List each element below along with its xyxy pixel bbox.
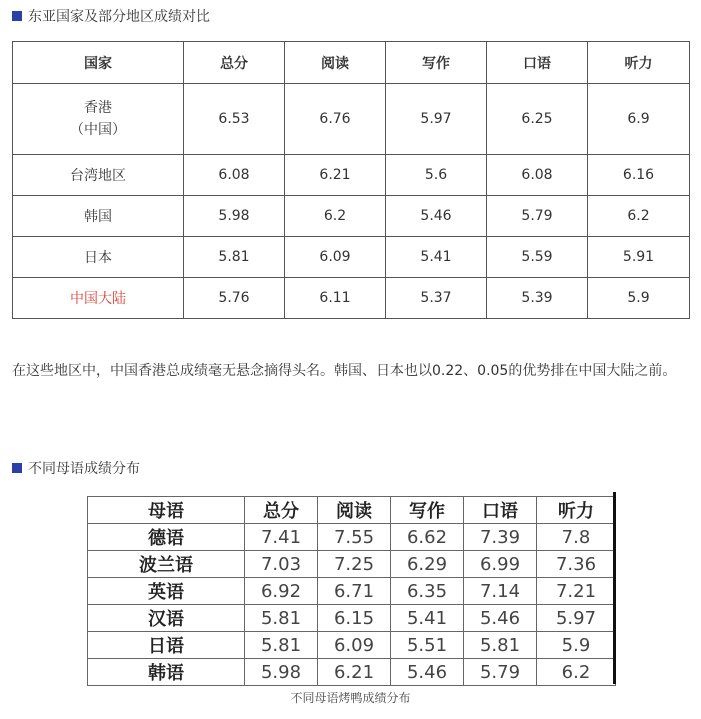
language-cell: 韩语 bbox=[88, 659, 245, 686]
header-cell: 听力 bbox=[537, 497, 616, 524]
header-cell: 阅读 bbox=[285, 42, 386, 84]
square-bullet-icon bbox=[12, 11, 22, 21]
table-caption: 不同母语烤鸭成绩分布 bbox=[290, 691, 411, 705]
analysis-paragraph: 在这些地区中，中国香港总成绩毫无悬念摘得头名。韩国、日本也以0.22、0.05的优势排在中国大陆之前。 bbox=[12, 363, 677, 379]
region-note: （中国） bbox=[70, 122, 126, 138]
section-title-native-language bbox=[12, 459, 140, 477]
table-row bbox=[13, 155, 690, 196]
score-cell: 7.21 bbox=[537, 578, 616, 605]
table-row bbox=[13, 237, 690, 278]
score-cell: 5.51 bbox=[391, 632, 464, 659]
score-cell: 6.35 bbox=[391, 578, 464, 605]
region-cell bbox=[13, 84, 184, 155]
score-cell: 5.59 bbox=[487, 237, 588, 278]
score-cell: 6.99 bbox=[464, 551, 537, 578]
score-cell: 6.15 bbox=[318, 605, 391, 632]
score-cell: 5.46 bbox=[391, 659, 464, 686]
score-cell: 7.25 bbox=[318, 551, 391, 578]
score-cell: 5.37 bbox=[386, 278, 487, 319]
language-cell: 汉语 bbox=[88, 605, 245, 632]
score-cell: 7.55 bbox=[318, 524, 391, 551]
score-cell: 6.76 bbox=[285, 84, 386, 155]
region-cell: 台湾地区 bbox=[13, 155, 184, 196]
table-row bbox=[88, 578, 616, 605]
score-cell: 5.81 bbox=[184, 237, 285, 278]
score-cell: 5.98 bbox=[245, 659, 318, 686]
score-cell: 6.62 bbox=[391, 524, 464, 551]
east-asia-score-table bbox=[12, 41, 690, 319]
table-row bbox=[88, 632, 616, 659]
table-row bbox=[13, 84, 690, 155]
section-title-text: 不同母语成绩分布 bbox=[28, 461, 140, 477]
score-cell: 5.79 bbox=[487, 196, 588, 237]
header-cell: 写作 bbox=[391, 497, 464, 524]
score-cell: 7.8 bbox=[537, 524, 616, 551]
score-cell: 6.25 bbox=[487, 84, 588, 155]
table-row bbox=[88, 605, 616, 632]
score-cell: 5.46 bbox=[386, 196, 487, 237]
header-cell: 口语 bbox=[464, 497, 537, 524]
score-cell: 6.11 bbox=[285, 278, 386, 319]
square-bullet-icon bbox=[12, 463, 22, 473]
score-cell: 5.81 bbox=[245, 605, 318, 632]
table-row bbox=[88, 524, 616, 551]
score-cell: 7.03 bbox=[245, 551, 318, 578]
score-cell: 5.81 bbox=[464, 632, 537, 659]
table-row bbox=[13, 278, 690, 319]
score-cell: 5.79 bbox=[464, 659, 537, 686]
score-cell: 6.2 bbox=[285, 196, 386, 237]
score-cell: 5.98 bbox=[184, 196, 285, 237]
table-row bbox=[88, 659, 616, 686]
score-cell: 7.39 bbox=[464, 524, 537, 551]
language-cell: 波兰语 bbox=[88, 551, 245, 578]
score-cell: 5.41 bbox=[386, 237, 487, 278]
score-cell: 6.2 bbox=[537, 659, 616, 686]
section-title-east-asia bbox=[12, 7, 210, 25]
score-cell: 6.21 bbox=[318, 659, 391, 686]
score-cell: 5.9 bbox=[588, 278, 690, 319]
score-cell: 6.53 bbox=[184, 84, 285, 155]
header-cell: 阅读 bbox=[318, 497, 391, 524]
header-cell: 总分 bbox=[184, 42, 285, 84]
score-cell: 7.41 bbox=[245, 524, 318, 551]
score-cell: 6.08 bbox=[487, 155, 588, 196]
region-cell: 日本 bbox=[13, 237, 184, 278]
header-cell: 总分 bbox=[245, 497, 318, 524]
score-cell: 7.36 bbox=[537, 551, 616, 578]
language-cell: 德语 bbox=[88, 524, 245, 551]
header-cell: 听力 bbox=[588, 42, 690, 84]
score-cell: 6.21 bbox=[285, 155, 386, 196]
table-header-row bbox=[13, 42, 690, 84]
table-row bbox=[13, 196, 690, 237]
score-cell: 6.09 bbox=[285, 237, 386, 278]
score-cell: 5.81 bbox=[245, 632, 318, 659]
table-image-edge bbox=[613, 492, 616, 684]
score-cell: 5.46 bbox=[464, 605, 537, 632]
score-cell: 6.9 bbox=[588, 84, 690, 155]
score-cell: 6.29 bbox=[391, 551, 464, 578]
score-cell: 5.39 bbox=[487, 278, 588, 319]
score-cell: 5.97 bbox=[537, 605, 616, 632]
score-cell: 5.41 bbox=[391, 605, 464, 632]
score-cell: 7.14 bbox=[464, 578, 537, 605]
header-cell: 口语 bbox=[487, 42, 588, 84]
score-cell: 6.08 bbox=[184, 155, 285, 196]
language-cell: 日语 bbox=[88, 632, 245, 659]
header-cell: 母语 bbox=[88, 497, 245, 524]
region-cell-highlight: 中国大陆 bbox=[13, 278, 184, 319]
score-cell: 5.76 bbox=[184, 278, 285, 319]
score-cell: 5.91 bbox=[588, 237, 690, 278]
score-cell: 5.9 bbox=[537, 632, 616, 659]
score-cell: 5.6 bbox=[386, 155, 487, 196]
score-cell: 5.97 bbox=[386, 84, 487, 155]
native-language-score-table bbox=[87, 496, 616, 686]
language-cell: 英语 bbox=[88, 578, 245, 605]
score-cell: 6.71 bbox=[318, 578, 391, 605]
section-title-text: 东亚国家及部分地区成绩对比 bbox=[28, 9, 210, 25]
table-row bbox=[88, 551, 616, 578]
score-cell: 6.16 bbox=[588, 155, 690, 196]
table-header-row bbox=[88, 497, 616, 524]
region-cell: 韩国 bbox=[13, 196, 184, 237]
score-cell: 6.09 bbox=[318, 632, 391, 659]
header-cell: 国家 bbox=[13, 42, 184, 84]
region-name: 香港 bbox=[84, 100, 112, 116]
score-cell: 6.2 bbox=[588, 196, 690, 237]
header-cell: 写作 bbox=[386, 42, 487, 84]
score-cell: 6.92 bbox=[245, 578, 318, 605]
